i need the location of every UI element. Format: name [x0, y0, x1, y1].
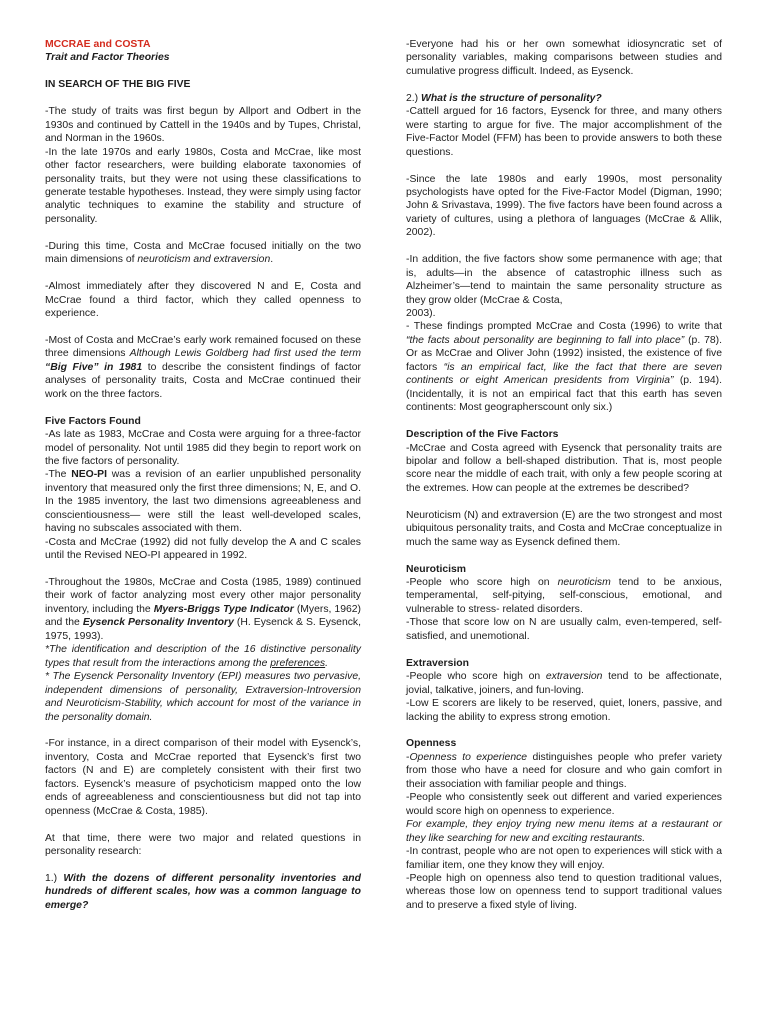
- paragraph: -Those that score low on N are usually calm, even-tempered, self-satisfied, and unemotional.: [406, 617, 722, 642]
- paragraph: -Openness to experience distinguishes people who prefer variety from those who have a need for closure and who gain comfort in their association with familiar people and things.: [406, 751, 722, 790]
- paragraph: At that time, there were two major and related questions in personality research:: [45, 832, 361, 858]
- paragraph: -People who score high on extraversion tend to be affectionate, jovial, talkative, joiners, and fun-loving.: [406, 671, 723, 696]
- paragraph: -People high on openness also tend to question traditional values, whereas those low on openness tend to support traditional values and to preserve a fixed style of living.: [406, 872, 722, 911]
- question-1: 1.) With the dozens of different personality inventories and hundreds of different scales, how was a common language to emerge?: [45, 872, 361, 911]
- left-column: [45, 38, 361, 912]
- paragraph: -Almost immediately after they discovered N and E, Costa and McCrae found a third factor, which they called openness to experience.: [45, 281, 361, 319]
- paragraph: Neuroticism (N) and extraversion (E) are the two strongest and most ubiquitous personality traits, and Costa and McCrae conceptualize in much the same way as Eysenck defined them.: [406, 509, 722, 548]
- paragraph: -The NEO-PI was a revision of an earlier unpublished personality inventory that measured only the first three dimensions; N, E, and O. In the 1985 inventory, the last two dimensions agreeableness and conscientiousness— were still the least well-developed scales, having no subscales associated with them.: [45, 469, 361, 535]
- paragraph: -Since the late 1980s and early 1990s, most personality psychologists have opted for the Five-Factor Model (Digman, 1990; John & Srivastava, 1999). The five factors have been found across a variety of cultures, using a plethora of languages (McCrae & Allik, 2002).: [406, 173, 722, 239]
- chapter-subtitle: Trait and Factor Theories: [45, 52, 170, 64]
- paragraph: -Everyone had his or her own somewhat idiosyncratic set of personality variables, making comparisons between studies and cumulative progress difficult. Indeed, as Eysenck.: [406, 39, 722, 77]
- paragraph: -Throughout the 1980s, McCrae and Costa (1985, 1989) continued their work of factor analyzing most every other major personality inventory, including the Myers-Briggs Type Indicator (Myers, 1962) and the Eysenck Personality Inventory (H. Eysenck & S. Eysenck, 1975, 1993).: [45, 577, 362, 642]
- question-2: 2.) What is the structure of personality?: [406, 92, 602, 104]
- right-column: [406, 38, 722, 912]
- note-paragraph: * The Eysenck Personality Inventory (EPI) measures two pervasive, independent dimensions of personality, Extraversion-Introversion and Neuroticism-Stability, which account for most of the variance in the personality domain.: [45, 671, 361, 723]
- section-heading-five-factors: Five Factors Found: [45, 415, 141, 427]
- paragraph: -For instance, in a direct comparison of their model with Eysenck’s, inventory, Costa and McCrae reported that Eysenck’s first two factors (N and E) are completely consistent with their first two factors. Eysenck’s measure of psychoticism mapped onto the low ends of agreeableness and conscientiousness but did not tap into openness (McCrae & Costa, 1985).: [45, 738, 361, 817]
- paragraph: -In addition, the five factors show some permanence with age; that is, adults—in the absence of catastrophic illness such as Alzheimer’s—tend to maintain the same personality structure as they grow older (McCrae & Costa,: [406, 254, 722, 306]
- author-heading: MCCRAE and COSTA: [45, 39, 151, 50]
- paragraph: - These findings prompted McCrae and Costa (1996) to write that “the facts about personality are beginning to fall into place” (p. 78). Or as McCrae and Oliver John (1992) insisted, the existence of five factors “is an empirical fact, like the fact that there are seven continents or eight American presidents from Virginia” (p. 194). (Incidentally, it is not an empirical fact that this earth has seven continents: Most geographerscount only six.): [406, 321, 723, 414]
- paragraph: 2003).: [406, 308, 436, 320]
- paragraph: -In the late 1970s and early 1980s, Costa and McCrae, like most other factor researchers, were building elaborate taxonomies of personality traits, but they were not using these classifications to generate testable hypotheses. Instead, they were simply using factor analytic techniques to examine the stability and structure of personality.: [45, 146, 361, 225]
- paragraph: -Costa and McCrae (1992) did not fully develop the A and C scales until the Revised NEO-PI appeared in 1992.: [45, 536, 361, 562]
- paragraph: -People who score high on neuroticism tend to be anxious, temperamental, self-pitying, self-conscious, emotional, and vulnerable to stress- related disorders.: [406, 577, 722, 615]
- paragraph: -Cattell argued for 16 factors, Eysenck for three, and many others were starting to argue for five. The major accomplishment of the Five-Factor Model (FFM) has been to provide answers to both these questions.: [406, 106, 722, 158]
- paragraph: -During this time, Costa and McCrae focused initially on the two main dimensions of neuroticism and extraversion.: [45, 240, 361, 266]
- paragraph: -In contrast, people who are not open to experiences will stick with a familiar item, one they know they will enjoy.: [406, 846, 722, 871]
- paragraph: -The study of traits was first begun by Allport and Odbert in the 1930s and continued by Cattell in the 1940s and by Tupes, Christal, and Norman in the 1960s.: [45, 106, 361, 145]
- section-heading-big-five: IN SEARCH OF THE BIG FIVE: [45, 79, 191, 91]
- section-heading-neuroticism: Neuroticism: [406, 563, 467, 575]
- section-heading-openness: Openness: [406, 738, 457, 750]
- paragraph: -Low E scorers are likely to be reserved, quiet, loners, passive, and lacking the ability to express strong emotion.: [406, 698, 722, 723]
- section-heading-description: Description of the Five Factors: [406, 429, 559, 441]
- paragraph: -Most of Costa and McCrae’s early work remained focused on these three dimensions Although Lewis Goldberg had first used the term “Big Five” in 1981 to describe the consistent findings of factor analyses of personality traits, Costa and McCrae continued their work on the three factors.: [45, 334, 362, 400]
- paragraph: -McCrae and Costa agreed with Eysenck that personality traits are bipolar and follow a bell-shaped distribution. That is, most people score near the middle of each trait, with only a few people scoring at the extremes. How can people at the extremes be described?: [406, 442, 722, 494]
- note-paragraph: *The identification and description of the 16 distinctive personality types that result from the interactions among the preferences.: [45, 644, 361, 669]
- section-heading-extraversion: Extraversion: [406, 657, 469, 669]
- paragraph: -People who consistently seek out different and varied experiences would score high on openness to experience.: [406, 792, 722, 817]
- paragraph: -As late as 1983, McCrae and Costa were arguing for a three-factor model of personality. Not until 1985 did they begin to report work on the five factors of personality.: [45, 429, 361, 467]
- example-paragraph: For example, they enjoy trying new menu items at a restaurant or they like searching for new and exciting restaurants.: [406, 819, 722, 844]
